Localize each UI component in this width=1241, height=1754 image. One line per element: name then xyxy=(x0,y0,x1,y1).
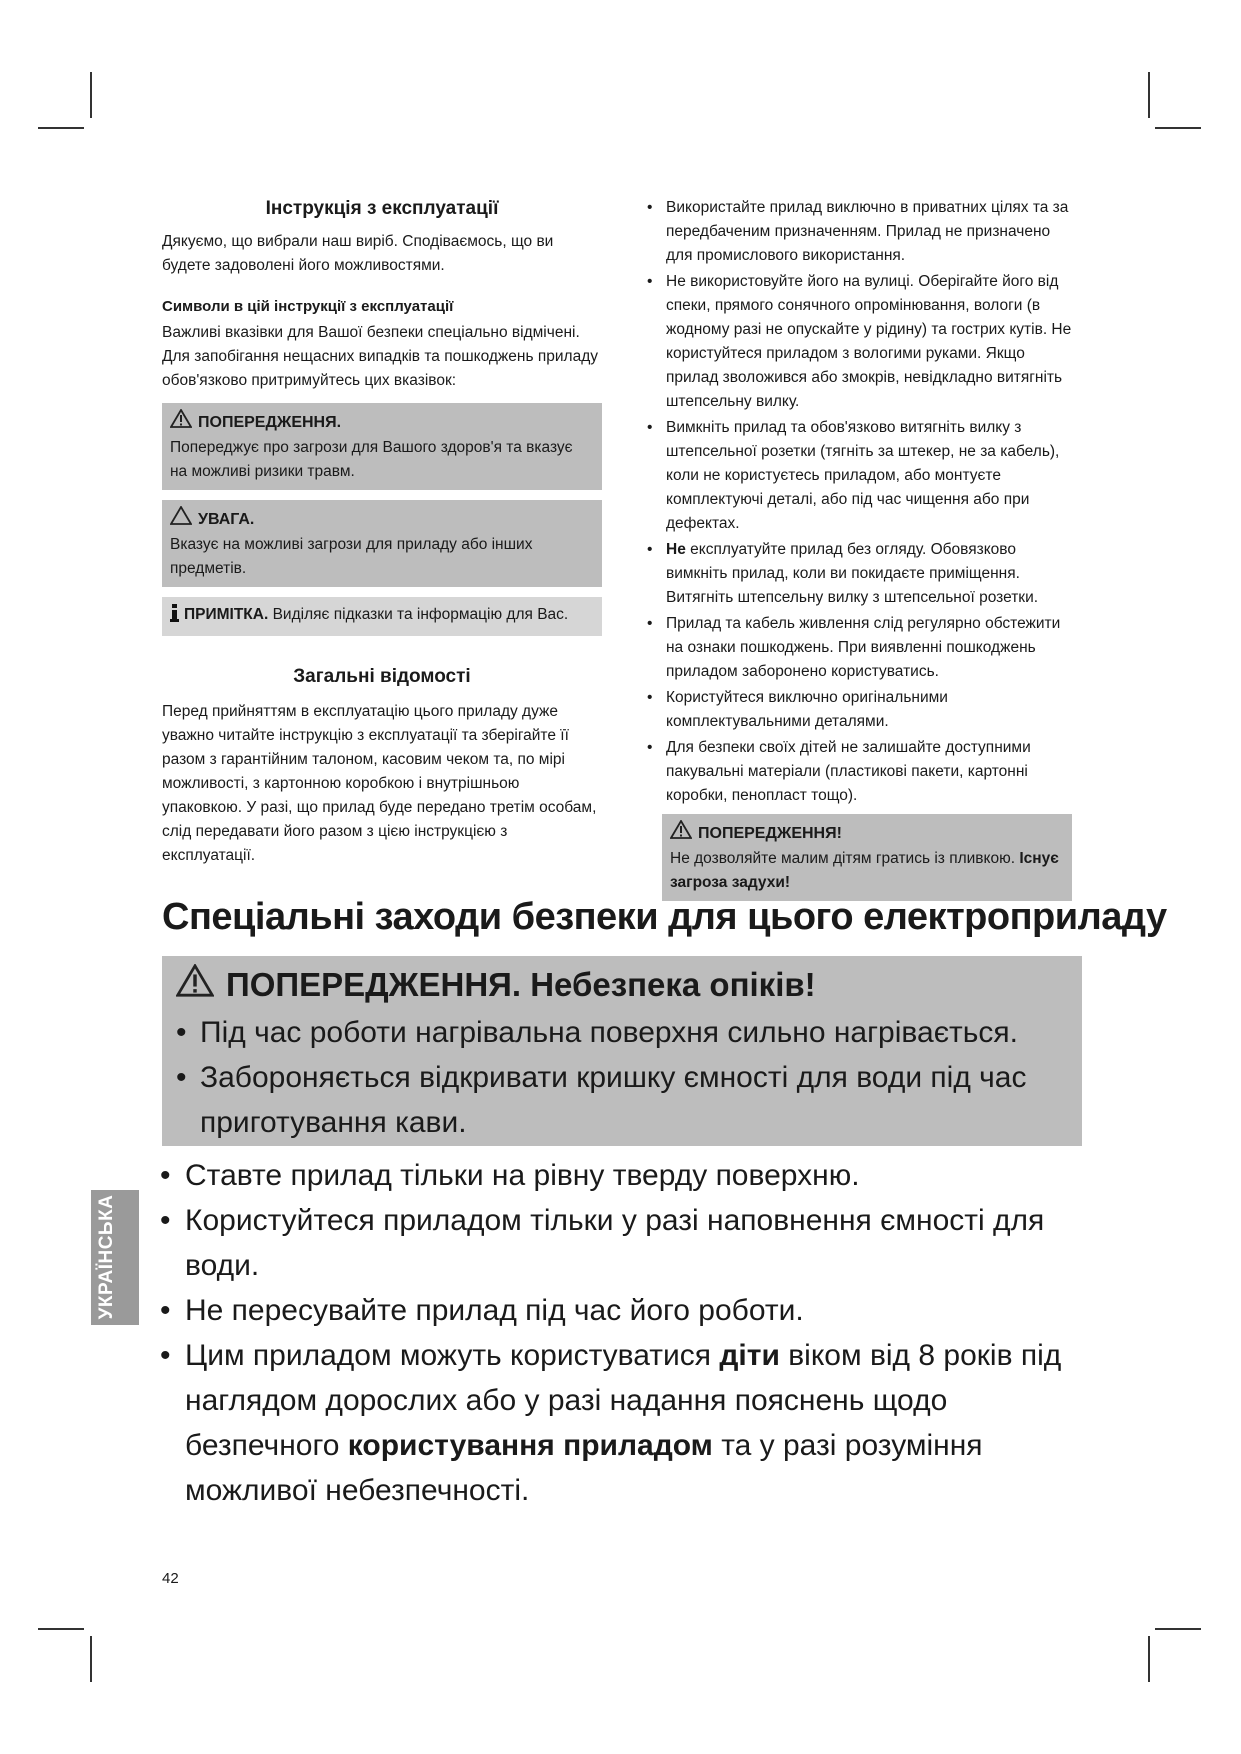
big-list-item: • Не пересувайте прилад під час його роботи. xyxy=(160,1294,804,1327)
safety-bullet-item: • Використайте прилад виключно в приватних цілях та за передбаченим призначенням. Прилад не призначено для промислового використання. xyxy=(647,199,1069,264)
child-warning-title xyxy=(670,820,1064,847)
caution-triangle-icon xyxy=(170,506,192,533)
safety-bullet-item: • Користуйтеся виключно оригінальними комплектувальними деталями. xyxy=(647,689,948,730)
warning-triangle-icon xyxy=(176,964,214,1005)
right-column xyxy=(632,196,1072,901)
safety-bullet-item: • Не експлуатуйте прилад без огляду. Обовязково вимкніть прилад, коли ви покидаєте приміщення. Витягніть штепсельну вилку з штепсельної розетки. xyxy=(647,541,1039,606)
info-icon xyxy=(170,604,180,630)
big-list-item: • Під час роботи нагрівальна поверхня сильно нагрівається. xyxy=(176,1016,1018,1049)
note-label: ПРИМІТКА. xyxy=(184,606,269,623)
crop-mark xyxy=(1148,72,1150,118)
crop-mark xyxy=(90,72,92,118)
safety-bullet-item: • Не використовуйте його на вулиці. Оберігайте його від спеки, прямого сонячного опромінювання, вологи (в жодному разі не опускайте у рідину) та гострих кутів. Не користуйтеся приладом з вологими руками. Якщо прилад зволожився або змокрів, невідкладно витягніть штепсельну вилку. xyxy=(647,273,1072,410)
burn-warning-label: ПОПЕРЕДЖЕННЯ. Небезпека опіків! xyxy=(226,965,816,1003)
big-list-item: • Цим приладом можуть користуватися діти віком від 8 років під наглядом дорослих або у разі надання пояснень щодо безпечного користування приладом та у разі розуміння можливої небезпечності. xyxy=(160,1339,1062,1507)
warning-description: Попереджує про загрози для Вашого здоров'я та вказує на можливі ризики травм. xyxy=(170,439,573,480)
left-column xyxy=(162,198,602,868)
crop-mark xyxy=(90,1636,92,1682)
note-description: Виділяє підказки та інформацію для Вас. xyxy=(272,606,569,623)
burn-warning-box xyxy=(162,956,1082,1146)
general-text: Перед прийняттям в експлуатацію цього приладу дуже уважно читайте інструкцію з експлуатації та зберігайте її разом з гарантійним талоном, касовим чеком та, по мірі можливості, з картонною коробкою і внутрішньою упаковкою. У разі, що прилад буде передано третім особам, слід передавати його разом з цією інструкцією з експлуатації. xyxy=(162,703,597,864)
burn-warning-title xyxy=(176,964,816,1005)
burn-warning-list xyxy=(168,1010,1058,1145)
child-warning-text: Не дозволяйте малим дітям гратись із пливкою. Існує загроза задухи! xyxy=(670,850,1059,891)
caution-box xyxy=(162,500,602,587)
crop-mark xyxy=(1155,1628,1201,1630)
child-warning-box xyxy=(662,814,1072,901)
big-list-item: • Забороняється відкривати кришку ємності для води під час приготування кави. xyxy=(176,1061,1027,1139)
caution-label: УВАГА. xyxy=(198,510,255,528)
crop-mark xyxy=(1155,127,1201,129)
safety-bullet-item: • Прилад та кабель живлення слід регулярно обстежити на ознаки пошкоджень. При виявленні пошкоджень приладом заборонено користуватись. xyxy=(647,615,1061,680)
crop-mark xyxy=(1148,1636,1150,1682)
crop-mark xyxy=(38,1628,84,1630)
manual-title: Інструкція з експлуатації xyxy=(265,198,499,219)
warning-box-title xyxy=(170,409,594,436)
general-heading: Загальні відомості xyxy=(293,666,471,687)
caution-box-title xyxy=(170,506,594,533)
warning-label: ПОПЕРЕДЖЕННЯ. xyxy=(198,413,342,431)
symbols-heading: Символи в цій інструкції з експлуатації xyxy=(162,298,454,315)
safety-bullet-list xyxy=(632,196,1072,808)
big-list-item: • Користуйтеся приладом тільки у разі наповнення ємності для води. xyxy=(160,1204,1045,1282)
child-warning-label: ПОПЕРЕДЖЕННЯ! xyxy=(698,824,842,842)
safety-bullet-item: • Для безпеки своїх дітей не залишайте доступними пакувальні матеріали (пластикові пакети, картонні коробки, пенопласт тощо). xyxy=(647,739,1031,804)
symbols-text: Важливі вказівки для Вашої безпеки спеціально відмічені. Для запобігання нещасних випадків та пошкоджень приладу обов'язково притримуйтесь цих вказівок: xyxy=(162,324,598,389)
crop-mark xyxy=(38,127,84,129)
language-tab-label: УКРАЇНСЬКА xyxy=(96,1194,117,1320)
special-safety-heading: Спеціальні заходи безпеки для цього електроприладу xyxy=(162,896,1167,938)
note-box xyxy=(162,597,602,636)
safety-bullet-item: • Вимкніть прилад та обов'язково витягніть вилку з штепсельної розетки (тягніть за штекер, не за кабель), коли не користуєтесь приладом, або монтуєте комплектуючі деталі, або під час чищення або при дефектах. xyxy=(647,419,1060,532)
intro-text: Дякуємо, що вибрали наш виріб. Сподіваємось, що ви будете задоволені його можливостями. xyxy=(162,233,554,274)
warning-box xyxy=(162,403,602,490)
caution-description: Вказує на можливі загрози для приладу або інших предметів. xyxy=(170,536,533,577)
special-safety-list xyxy=(160,1153,1080,1513)
page-number: 42 xyxy=(162,1570,179,1587)
big-list-item: • Ставте прилад тільки на рівну тверду поверхню. xyxy=(160,1159,860,1192)
warning-triangle-icon xyxy=(170,409,192,436)
warning-triangle-icon xyxy=(670,820,692,847)
